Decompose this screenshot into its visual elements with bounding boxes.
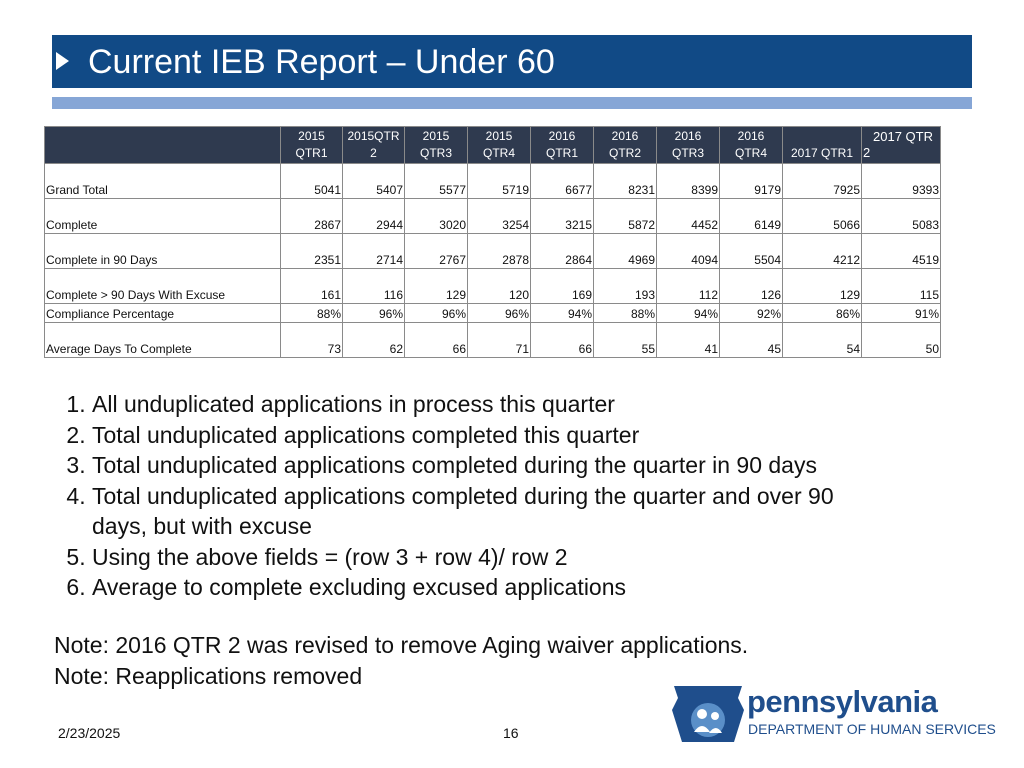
list-item: 5. Using the above fields = (row 3 + row 4)/ row 2 — [92, 542, 892, 573]
table-cell: 7925 — [783, 164, 862, 199]
table-cell: 2767 — [405, 234, 468, 269]
table-cell: 5872 — [594, 199, 657, 234]
ieb-report-table — [44, 126, 941, 358]
list-item: 6. Average to complete excluding excused applications — [92, 572, 892, 603]
table-cell: 193 — [594, 269, 657, 304]
column-header: 2015QTR 2 — [343, 127, 405, 164]
table-row — [45, 323, 941, 358]
table-cell: 3215 — [531, 199, 594, 234]
table-cell: 2714 — [343, 234, 405, 269]
table-cell: 129 — [783, 269, 862, 304]
table-cell: 2351 — [281, 234, 343, 269]
table-cell: 8399 — [657, 164, 720, 199]
table-cell: 45 — [720, 323, 783, 358]
footer-date: 2/23/2025 — [58, 725, 121, 741]
table-cell: 2864 — [531, 234, 594, 269]
table-cell: 2867 — [281, 199, 343, 234]
table-cell: 88% — [594, 304, 657, 323]
table-cell: 92% — [720, 304, 783, 323]
table-cell: 4452 — [657, 199, 720, 234]
table-cell: 96% — [468, 304, 531, 323]
table-cell: 161 — [281, 269, 343, 304]
table-cell: 5504 — [720, 234, 783, 269]
table-row — [45, 164, 941, 199]
table-cell: 71 — [468, 323, 531, 358]
column-header: 2015 QTR4 — [468, 127, 531, 164]
table-cell: 5041 — [281, 164, 343, 199]
table-cell: 2878 — [468, 234, 531, 269]
table-cell: 66 — [531, 323, 594, 358]
row-label: Average Days To Complete — [45, 323, 281, 358]
table-cell: 9393 — [862, 164, 941, 199]
list-item: 3. Total unduplicated applications completed during the quarter in 90 days — [92, 450, 892, 481]
slide-title: Current IEB Report – Under 60 — [88, 43, 555, 81]
table-cell: 86% — [783, 304, 862, 323]
column-header: 2016 QTR4 — [720, 127, 783, 164]
column-header: 2016 QTR3 — [657, 127, 720, 164]
table-cell: 4969 — [594, 234, 657, 269]
table-cell: 3254 — [468, 199, 531, 234]
list-item: 1. All unduplicated applications in process this quarter — [92, 389, 892, 420]
table-cell: 115 — [862, 269, 941, 304]
table-cell: 3020 — [405, 199, 468, 234]
table-cell: 88% — [281, 304, 343, 323]
table-cell: 6677 — [531, 164, 594, 199]
table-row — [45, 234, 941, 269]
table-cell: 73 — [281, 323, 343, 358]
table-cell: 6149 — [720, 199, 783, 234]
row-label: Complete in 90 Days — [45, 234, 281, 269]
notes-list — [54, 389, 892, 603]
table-cell: 94% — [531, 304, 594, 323]
table-cell: 5719 — [468, 164, 531, 199]
table-cell: 50 — [862, 323, 941, 358]
table-cell: 120 — [468, 269, 531, 304]
table-cell: 4094 — [657, 234, 720, 269]
column-header: 2016 QTR1 — [531, 127, 594, 164]
table-cell: 55 — [594, 323, 657, 358]
footnote-reapplications: Note: Reapplications removed — [54, 663, 363, 689]
column-header: 2017 QTR1 — [783, 127, 862, 164]
logo-department: DEPARTMENT OF HUMAN SERVICES — [748, 721, 996, 737]
column-header: 2016 QTR2 — [594, 127, 657, 164]
table-cell: 4519 — [862, 234, 941, 269]
page-number: 16 — [503, 725, 519, 741]
table-cell: 91% — [862, 304, 941, 323]
list-item: 4. Total unduplicated applications completed during the quarter and over 90 days, but with excuse — [92, 481, 892, 542]
table-cell: 41 — [657, 323, 720, 358]
footnote-revision: Note: 2016 QTR 2 was revised to remove Aging waiver applications. — [54, 632, 749, 658]
list-item: 2. Total unduplicated applications completed this quarter — [92, 420, 892, 451]
table-cell: 62 — [343, 323, 405, 358]
table-cell: 112 — [657, 269, 720, 304]
table-cell: 4212 — [783, 234, 862, 269]
logo-wordmark: pennsylvania — [747, 684, 938, 719]
table-cell: 96% — [343, 304, 405, 323]
table-row — [45, 269, 941, 304]
table-row — [45, 199, 941, 234]
table-cell: 169 — [531, 269, 594, 304]
table-header-row — [45, 127, 941, 164]
header-label-cell — [45, 127, 281, 164]
column-header: 2015 QTR1 — [281, 127, 343, 164]
table-row — [45, 304, 941, 323]
table-cell: 5407 — [343, 164, 405, 199]
column-header: 2015 QTR3 — [405, 127, 468, 164]
table-cell: 8231 — [594, 164, 657, 199]
table-cell: 126 — [720, 269, 783, 304]
title-arrow-icon — [56, 52, 69, 70]
row-label: Grand Total — [45, 164, 281, 199]
table-cell: 66 — [405, 323, 468, 358]
title-underline-bar — [52, 97, 972, 109]
table-cell: 5577 — [405, 164, 468, 199]
column-header: 2017 QTR 2 — [862, 127, 941, 164]
table-cell: 2944 — [343, 199, 405, 234]
row-label: Complete — [45, 199, 281, 234]
table-cell: 5083 — [862, 199, 941, 234]
table-cell: 5066 — [783, 199, 862, 234]
table-cell: 129 — [405, 269, 468, 304]
row-label: Complete > 90 Days With Excuse — [45, 269, 281, 304]
table-cell: 9179 — [720, 164, 783, 199]
table-cell: 54 — [783, 323, 862, 358]
table-cell: 96% — [405, 304, 468, 323]
row-label: Compliance Percentage — [45, 304, 281, 323]
table-cell: 116 — [343, 269, 405, 304]
table-cell: 94% — [657, 304, 720, 323]
